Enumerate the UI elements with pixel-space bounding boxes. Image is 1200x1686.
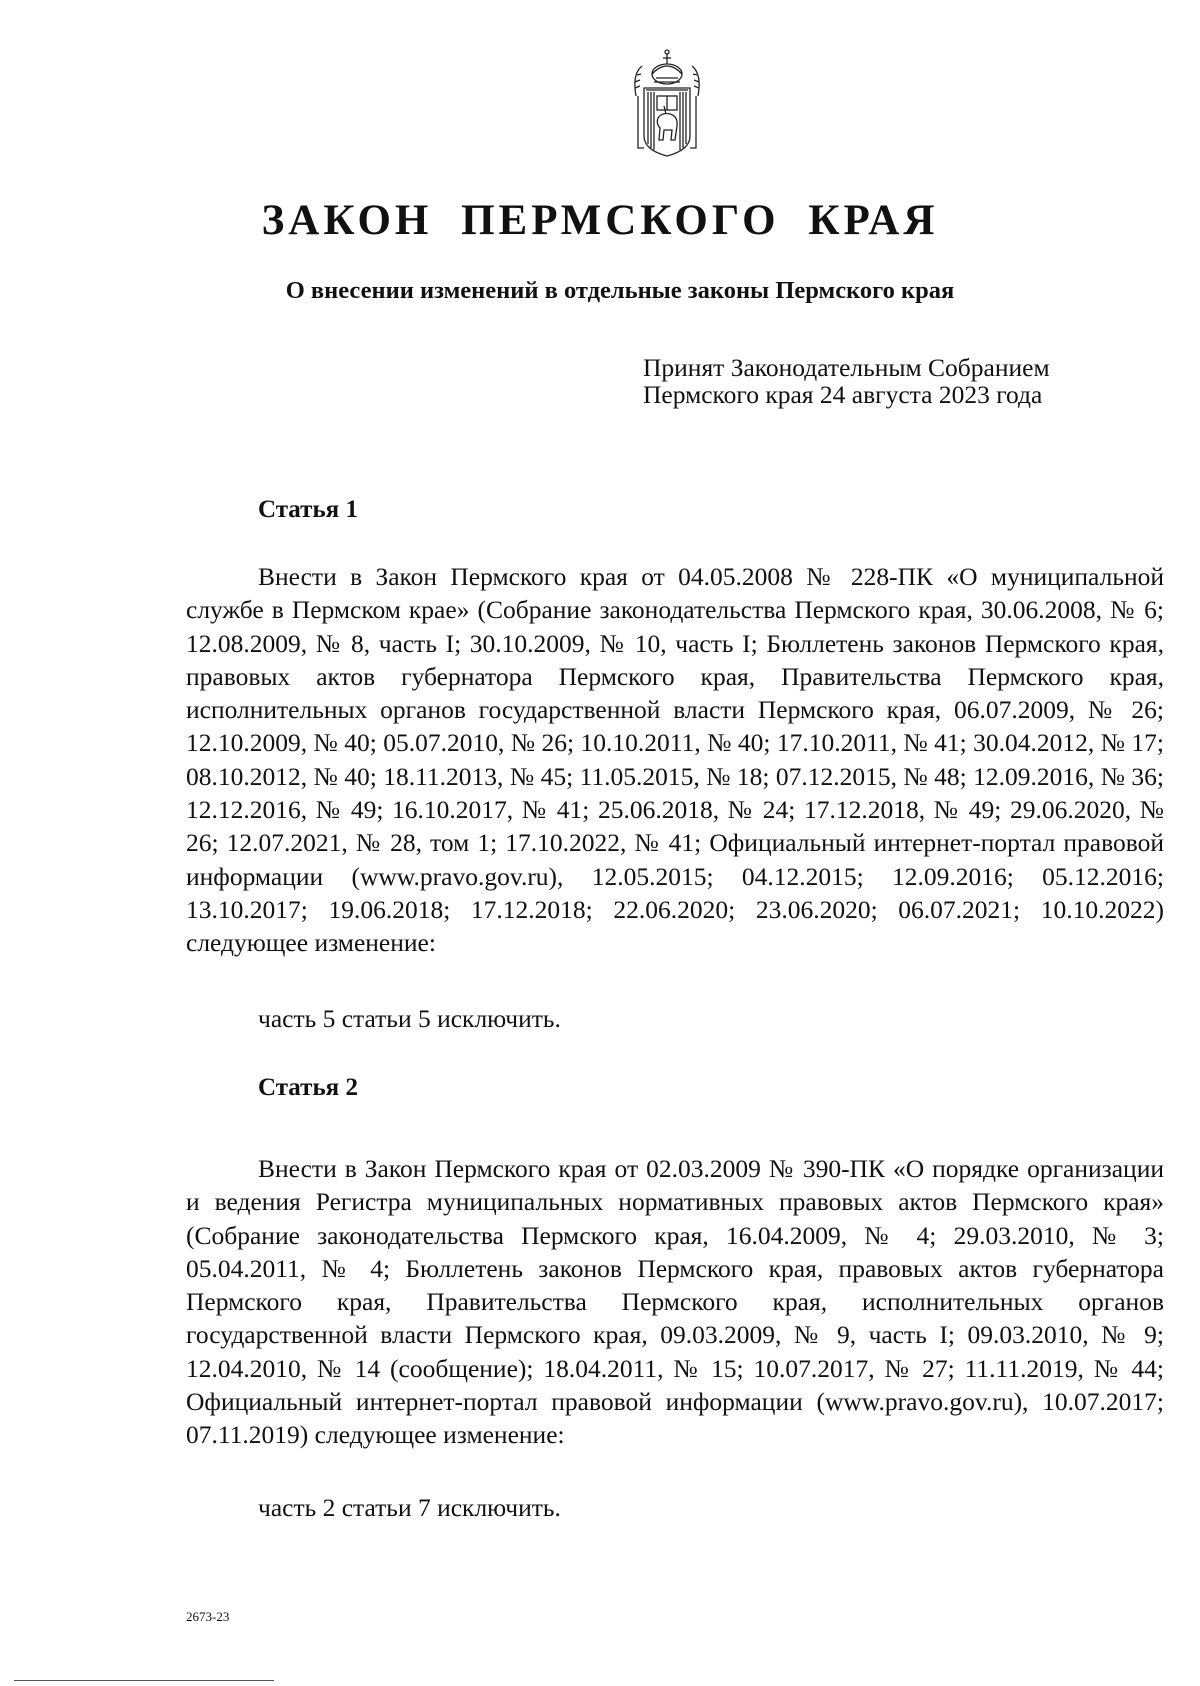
article-1-change: часть 5 статьи 5 исключить. [258,1004,561,1033]
article-2-heading: Статья 2 [258,1074,358,1101]
article-1-text: Внести в Закон Пермского края от 04.05.2008 № 228-ПК «О муниципальной службе в Пермском крае» (Собрание законодательства Пермского края, 30.06.2008, № 6; 12.08.2009, № 8, часть I; 30.10.2009, № 10, часть I; Бюллетень законов Пермского края, правовых актов губернатора Пермского края, Правительства Пермского края, исполнительных органов государственной власти Пермского края, 06.07.2009, № 26; 12.10.2009, № 40; 05.07.2010, № 26; 10.10.2011, № 40; 17.10.2011, № 41; 30.04.2012, № 17; 08.10.2012, № 40; 18.11.2013, № 45; 11.05.2015, № 18; 07.12.2015, № 48; 12.09.2016, № 36; 12.12.2016, № 49; 16.10.2017, № 41; 25.06.2018, № 24; 17.12.2018, № 49; 29.06.2020, № 26; 12.07.2021, № 28, том 1; 17.10.2022, № 41; Официальный интернет-портал правовой информации (www.pravo.gov.ru), 12.05.2015; 04.12.2015; 12.09.2016; 05.12.2016; 13.10.2017; 19.06.2018; 17.12.2018; 22.06.2020; 23.06.2020; 06.07.2021; 10.10.2022) следующее изменение: [186,562,1164,958]
adoption-line-1: Принят Законодательным Собранием [643,353,1050,382]
article-2-text: Внести в Закон Пермского края от 02.03.2009 № 390-ПК «О порядке организации и ведения Регистра муниципальных нормативных правовых актов Пермского края» (Собрание законодательства Пермского края, 16.04.2009, № 4; 29.03.2010, № 3; 05.04.2011, № 4; Бюллетень законов Пермского края, правовых актов губернатора Пермского края, Правительства Пермского края, исполнительных органов государственной власти Пермского края, 09.03.2009, № 9, часть I; 09.03.2010, № 9; 12.04.2010, № 14 (сообщение); 18.04.2011, № 15; 10.07.2017, № 27; 11.11.2019, № 44; Официальный интернет-портал правовой информации (www.pravo.gov.ru), 10.07.2017; 07.11.2019) следующее изменение: [186,1154,1164,1450]
perm-krai-coat-of-arms-icon [630,44,704,160]
law-subtitle: О внесении изменений в отдельные законы Пермского края [285,277,955,304]
document-number: 2673-23 [186,1609,230,1624]
adoption-line-2: Пермского края 24 августа 2023 года [643,380,1043,409]
adoption-info [643,354,1050,408]
bottom-divider [14,1680,274,1681]
article-2-change: часть 2 статьи 7 исключить. [258,1493,561,1522]
law-title: ЗАКОН ПЕРМСКОГО КРАЯ [261,197,939,244]
article-1-heading: Статья 1 [258,496,358,523]
